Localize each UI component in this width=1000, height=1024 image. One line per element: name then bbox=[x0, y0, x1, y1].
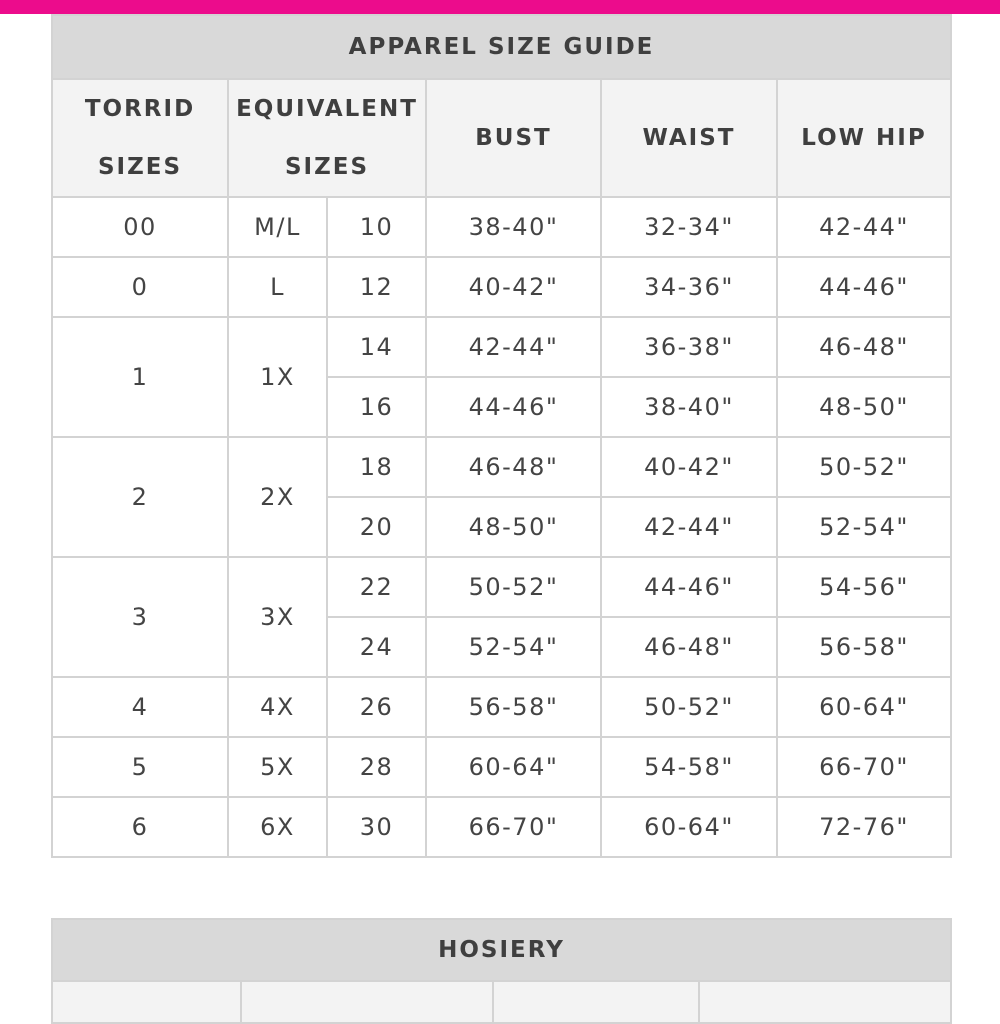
torrid-size-cell: 2 bbox=[52, 437, 228, 557]
numeric-size-cell: 12 bbox=[327, 257, 426, 317]
equivalent-size-cell: 6X bbox=[228, 797, 327, 857]
header-waist: WAIST bbox=[601, 79, 777, 197]
torrid-size-cell: 0 bbox=[52, 257, 228, 317]
waist-cell: 44-46" bbox=[601, 557, 777, 617]
waist-cell: 32-34" bbox=[601, 197, 777, 257]
equivalent-size-cell: M/L bbox=[228, 197, 327, 257]
numeric-size-cell: 14 bbox=[327, 317, 426, 377]
equivalent-size-cell: 4X bbox=[228, 677, 327, 737]
table-row bbox=[52, 197, 951, 257]
header-torrid-line1: TORRID bbox=[84, 96, 196, 122]
low-hip-cell: 50-52" bbox=[777, 437, 951, 497]
table-row bbox=[52, 677, 951, 737]
bust-cell: 40-42" bbox=[426, 257, 601, 317]
table-row bbox=[52, 797, 951, 857]
low-hip-cell: 56-58" bbox=[777, 617, 951, 677]
equivalent-size-cell: 2X bbox=[228, 437, 327, 557]
waist-cell: 50-52" bbox=[601, 677, 777, 737]
hosiery-header-cell bbox=[493, 981, 699, 1023]
table-row bbox=[52, 257, 951, 317]
low-hip-cell: 52-54" bbox=[777, 497, 951, 557]
table-row bbox=[52, 737, 951, 797]
numeric-size-cell: 28 bbox=[327, 737, 426, 797]
numeric-size-cell: 24 bbox=[327, 617, 426, 677]
numeric-size-cell: 10 bbox=[327, 197, 426, 257]
header-low-hip: LOW HIP bbox=[777, 79, 951, 197]
bust-cell: 48-50" bbox=[426, 497, 601, 557]
torrid-size-cell: 3 bbox=[52, 557, 228, 677]
torrid-size-cell: 6 bbox=[52, 797, 228, 857]
apparel-size-rows bbox=[52, 197, 951, 857]
equivalent-size-cell: 3X bbox=[228, 557, 327, 677]
numeric-size-cell: 16 bbox=[327, 377, 426, 437]
bust-cell: 42-44" bbox=[426, 317, 601, 377]
bust-cell: 66-70" bbox=[426, 797, 601, 857]
hosiery-title: HOSIERY bbox=[52, 919, 951, 981]
table-row bbox=[52, 317, 951, 377]
header-torrid-sizes bbox=[52, 79, 228, 197]
bust-cell: 56-58" bbox=[426, 677, 601, 737]
waist-cell: 40-42" bbox=[601, 437, 777, 497]
waist-cell: 46-48" bbox=[601, 617, 777, 677]
header-bust: BUST bbox=[426, 79, 601, 197]
header-equiv-line1: EQUIVALENT bbox=[236, 96, 418, 122]
torrid-size-cell: 5 bbox=[52, 737, 228, 797]
hosiery-header-cell bbox=[699, 981, 951, 1023]
equivalent-size-cell: 5X bbox=[228, 737, 327, 797]
waist-cell: 54-58" bbox=[601, 737, 777, 797]
numeric-size-cell: 22 bbox=[327, 557, 426, 617]
header-equivalent-sizes bbox=[228, 79, 426, 197]
apparel-size-guide-table bbox=[51, 14, 952, 858]
waist-cell: 60-64" bbox=[601, 797, 777, 857]
table-row bbox=[52, 437, 951, 497]
waist-cell: 42-44" bbox=[601, 497, 777, 557]
low-hip-cell: 42-44" bbox=[777, 197, 951, 257]
apparel-size-guide-title: APPAREL SIZE GUIDE bbox=[52, 15, 951, 79]
low-hip-cell: 46-48" bbox=[777, 317, 951, 377]
waist-cell: 34-36" bbox=[601, 257, 777, 317]
bust-cell: 38-40" bbox=[426, 197, 601, 257]
numeric-size-cell: 20 bbox=[327, 497, 426, 557]
bust-cell: 60-64" bbox=[426, 737, 601, 797]
bust-cell: 50-52" bbox=[426, 557, 601, 617]
header-equiv-line2: SIZES bbox=[284, 154, 370, 180]
low-hip-cell: 60-64" bbox=[777, 677, 951, 737]
low-hip-cell: 66-70" bbox=[777, 737, 951, 797]
torrid-size-cell: 00 bbox=[52, 197, 228, 257]
equivalent-size-cell: L bbox=[228, 257, 327, 317]
bust-cell: 52-54" bbox=[426, 617, 601, 677]
numeric-size-cell: 26 bbox=[327, 677, 426, 737]
bust-cell: 44-46" bbox=[426, 377, 601, 437]
hosiery-header-cell bbox=[241, 981, 493, 1023]
equivalent-size-cell: 1X bbox=[228, 317, 327, 437]
torrid-size-cell: 4 bbox=[52, 677, 228, 737]
header-torrid-line2: SIZES bbox=[97, 154, 183, 180]
numeric-size-cell: 18 bbox=[327, 437, 426, 497]
waist-cell: 38-40" bbox=[601, 377, 777, 437]
brand-accent-bar bbox=[0, 0, 1000, 14]
low-hip-cell: 44-46" bbox=[777, 257, 951, 317]
low-hip-cell: 48-50" bbox=[777, 377, 951, 437]
torrid-size-cell: 1 bbox=[52, 317, 228, 437]
hosiery-table bbox=[51, 918, 952, 1024]
bust-cell: 46-48" bbox=[426, 437, 601, 497]
numeric-size-cell: 30 bbox=[327, 797, 426, 857]
table-row bbox=[52, 557, 951, 617]
waist-cell: 36-38" bbox=[601, 317, 777, 377]
low-hip-cell: 72-76" bbox=[777, 797, 951, 857]
hosiery-header-cell bbox=[52, 981, 241, 1023]
low-hip-cell: 54-56" bbox=[777, 557, 951, 617]
